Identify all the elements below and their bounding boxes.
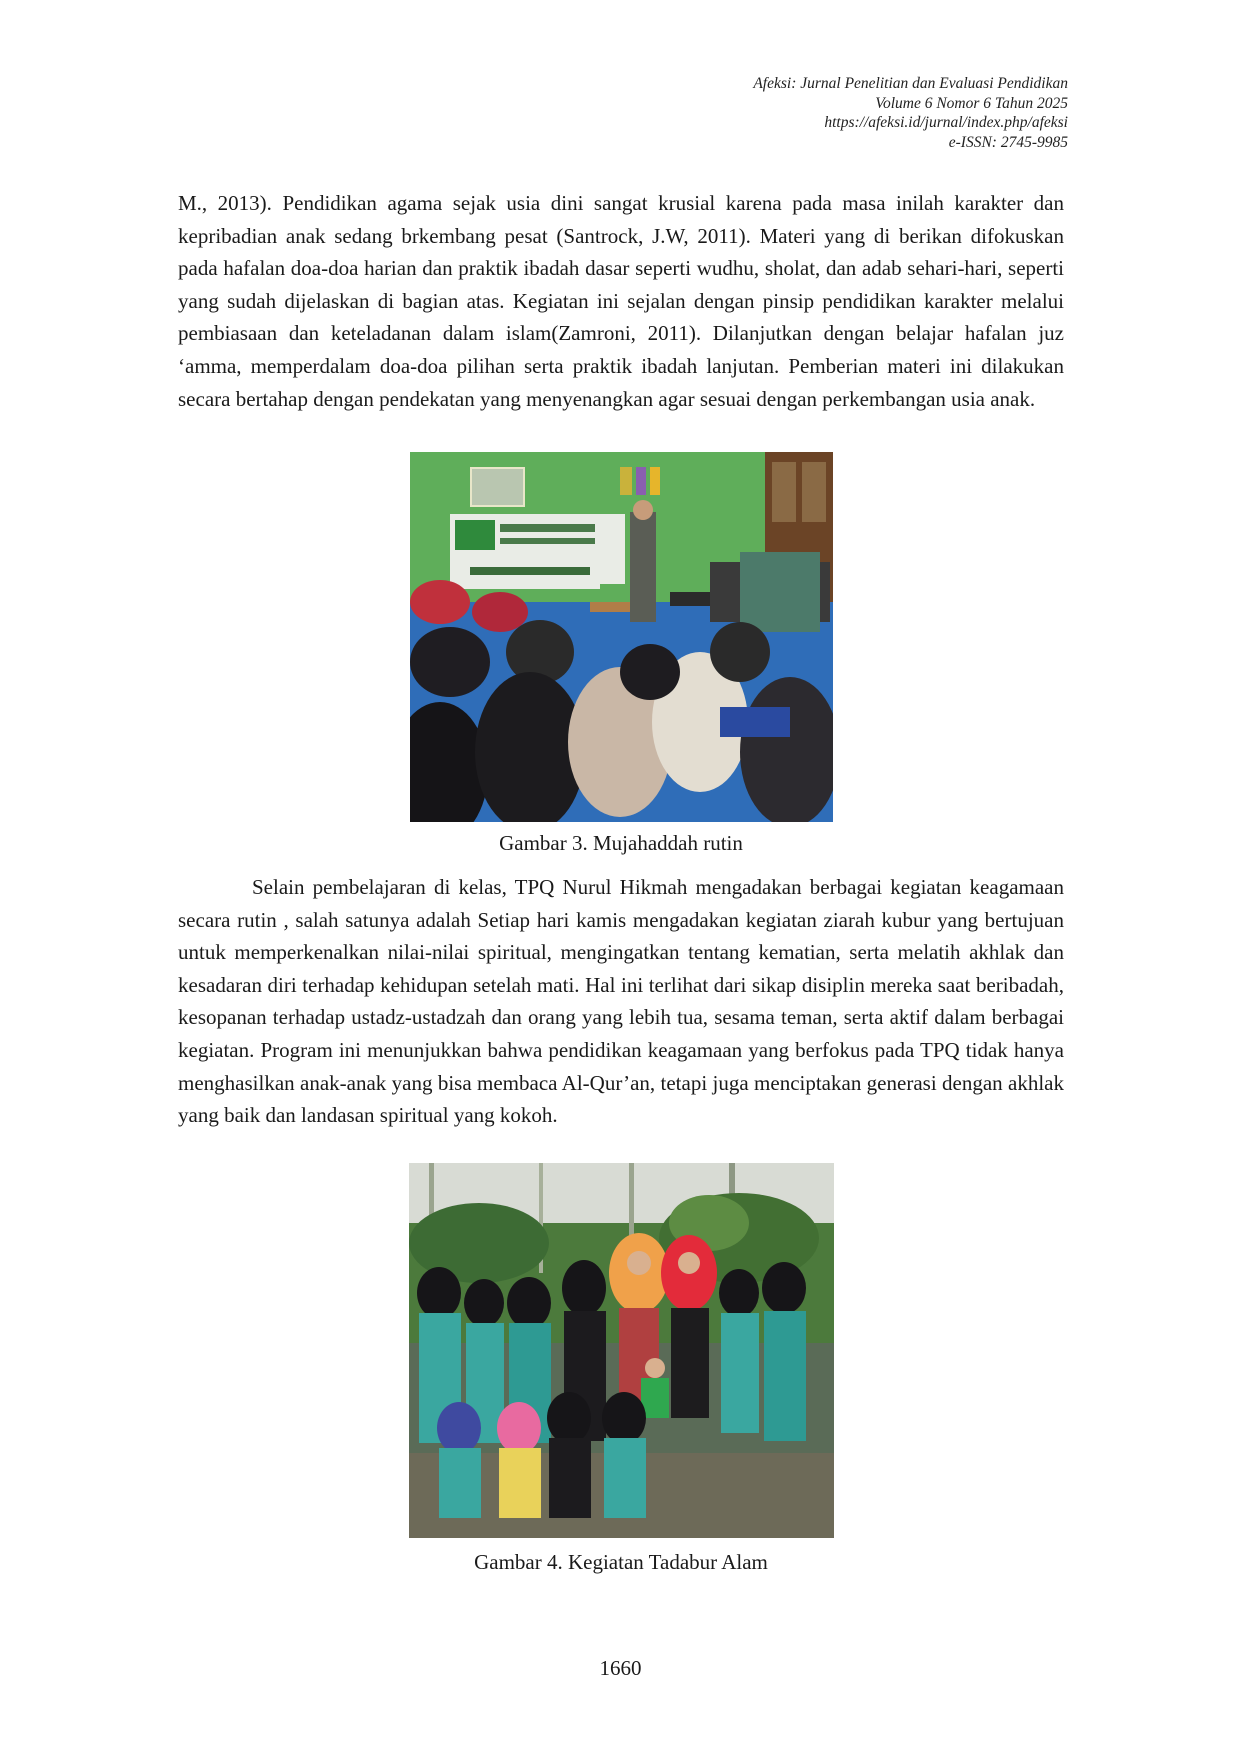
body-paragraph-1: M., 2013). Pendidikan agama sejak usia dini sangat krusial karena pada masa inilah karakter dan kepribadian anak sedang brkembang pesat (Santrock, J.W, 2011). Materi yang di berikan difokuskan pada hafalan doa-doa harian dan praktik ibadah dasar seperti wudhu, sholat, dan adab sehari-hari, seperti yang sudah dijelaskan di bagian atas. Kegiatan ini sejalan dengan pinsip pendidikan karakter melalui pembiasaan dan keteladanan dalam islam(Zamroni, 2011). Dilanjutkan dengan belajar hafalan juz ‘amma, memperdalam doa-doa pilihan serta praktik ibadah lanjutan. Pemberian materi ini dilakukan secara bertahap dengan pendekatan yang menyenangkan agar sesuai dengan perkembangan usia anak. <box>178 191 1064 411</box>
journal-header <box>753 74 1068 152</box>
journal-title: Afeksi: Jurnal Penelitian dan Evaluasi Pendidikan <box>753 75 1068 92</box>
figure-3-caption: Gambar 3. Mujahaddah rutin <box>499 831 743 855</box>
journal-issn: e-ISSN: 2745-9985 <box>948 133 1068 151</box>
mujahaddah-photo-illustration <box>410 452 833 822</box>
figure-4-caption: Gambar 4. Kegiatan Tadabur Alam <box>474 1550 768 1574</box>
journal-volume: Volume 6 Nomor 6 Tahun 2025 <box>875 94 1068 112</box>
journal-url: https://afeksi.id/jurnal/index.php/afeksi <box>824 114 1068 131</box>
body-paragraph-2: Selain pembelajaran di kelas, TPQ Nurul Hikmah mengadakan berbagai kegiatan keagamaan secara rutin , salah satunya adalah Setiap hari kamis mengadakan kegiatan ziarah kubur yang bertujuan untuk memperkenalkan nilai-nilai spiritual, mengingatkan tentang kematian, serta melatih akhlak dan kesadaran diri terhadap kehidupan setelah mati. Hal ini terlihat dari sikap disiplin mereka saat beribadah, kesopanan terhadap ustadz-ustadzah dan orang yang lebih tua, sesama teman, serta aktif dalam berbagai kegiatan. Program ini menunjukkan bahwa pendidikan keagamaan yang berfokus pada TPQ tidak hanya menghasilkan anak-anak yang bisa membaca Al-Qur’an, tetapi juga menciptakan generasi dengan akhlak yang baik dan landasan spiritual yang kokoh. <box>178 875 1064 1128</box>
page-number: 1660 <box>599 1656 642 1680</box>
figure-3-photo <box>410 452 833 822</box>
figure-4-photo <box>409 1163 834 1538</box>
tadabur-alam-photo-illustration <box>409 1163 834 1538</box>
